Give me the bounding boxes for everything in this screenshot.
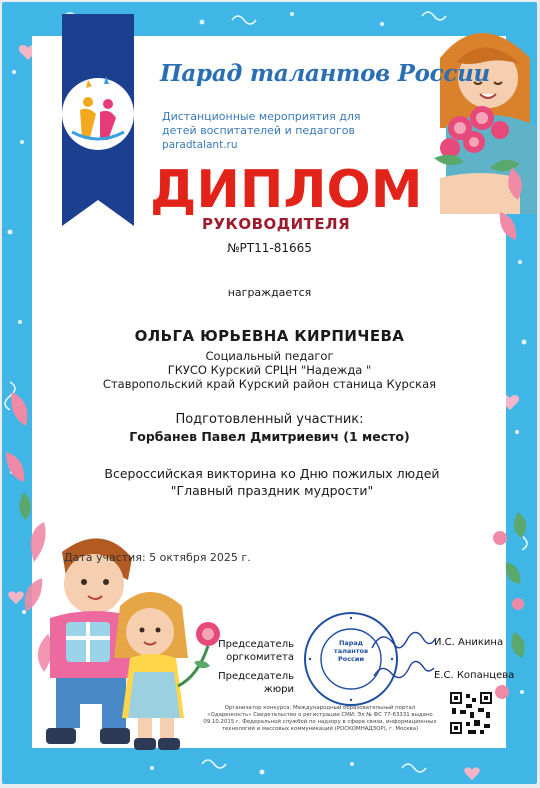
brand-website: paradtalant.ru (162, 139, 238, 151)
diploma-subtitle: РУКОВОДИТЕЛЯ (202, 215, 351, 233)
chair-organizing-committee-name: И.С. Аникина (434, 637, 504, 648)
contest-name: Всероссийская викторина ко Дню пожилых людей "Главный праздник мудрости" (104, 466, 440, 498)
chair-jury-label: Председатель жюри (218, 671, 294, 695)
position-line: Ставропольский край Курский район станица Курская (102, 377, 437, 391)
awarded-text: награждается (227, 286, 312, 299)
participation-date: Дата участия: 5 октября 2025 г. (64, 551, 251, 564)
position-line: ГКУСО Курский СРЦН "Надежда " (167, 363, 372, 377)
signature-marks (368, 624, 438, 686)
chair-organizing-committee-label: Председатель оргкомитета (218, 639, 294, 663)
chair-jury-name: Е.С. Копанцева (434, 670, 515, 681)
footer-fine-print: Организатор конкурса: Международный образовательный портал «Одаренность» Свидетельство о регистрации СМИ: Эл № ФС 77-63331 выдано 09.10.2015 г. Федеральной службой по надзору в сфере связи, информационных технологий и массовых коммуникаций (РОСКОМНАДЗОР), г. Москва) (203, 705, 437, 732)
brand-title: Парад талантов России (160, 60, 490, 87)
floral-decoration-right (488, 502, 537, 752)
participant-name: Горбанев Павел Дмитриевич (1 место) (129, 429, 410, 444)
recipient-position (2, 349, 537, 391)
diploma-page (2, 2, 537, 784)
qr-code (448, 690, 494, 736)
ribbon-logo (58, 14, 138, 226)
recipient-name: ОЛЬГА ЮРЬЕВНА КИРПИЧЕВА (134, 327, 405, 345)
brand-subtitle: Дистанционные мероприятия для детей воспитателей и педагогов (162, 110, 361, 137)
diploma-number: №РТ11-81665 (227, 241, 312, 255)
position-line: Социальный педагог (205, 349, 334, 363)
floral-decoration-top-right (492, 162, 537, 252)
diploma-title: ДИПЛОМ (150, 160, 423, 220)
stamp-center-text: Парад талантов России (333, 639, 369, 663)
floral-decoration-left (2, 382, 42, 532)
participant-label: Подготовленный участник: (175, 412, 364, 427)
